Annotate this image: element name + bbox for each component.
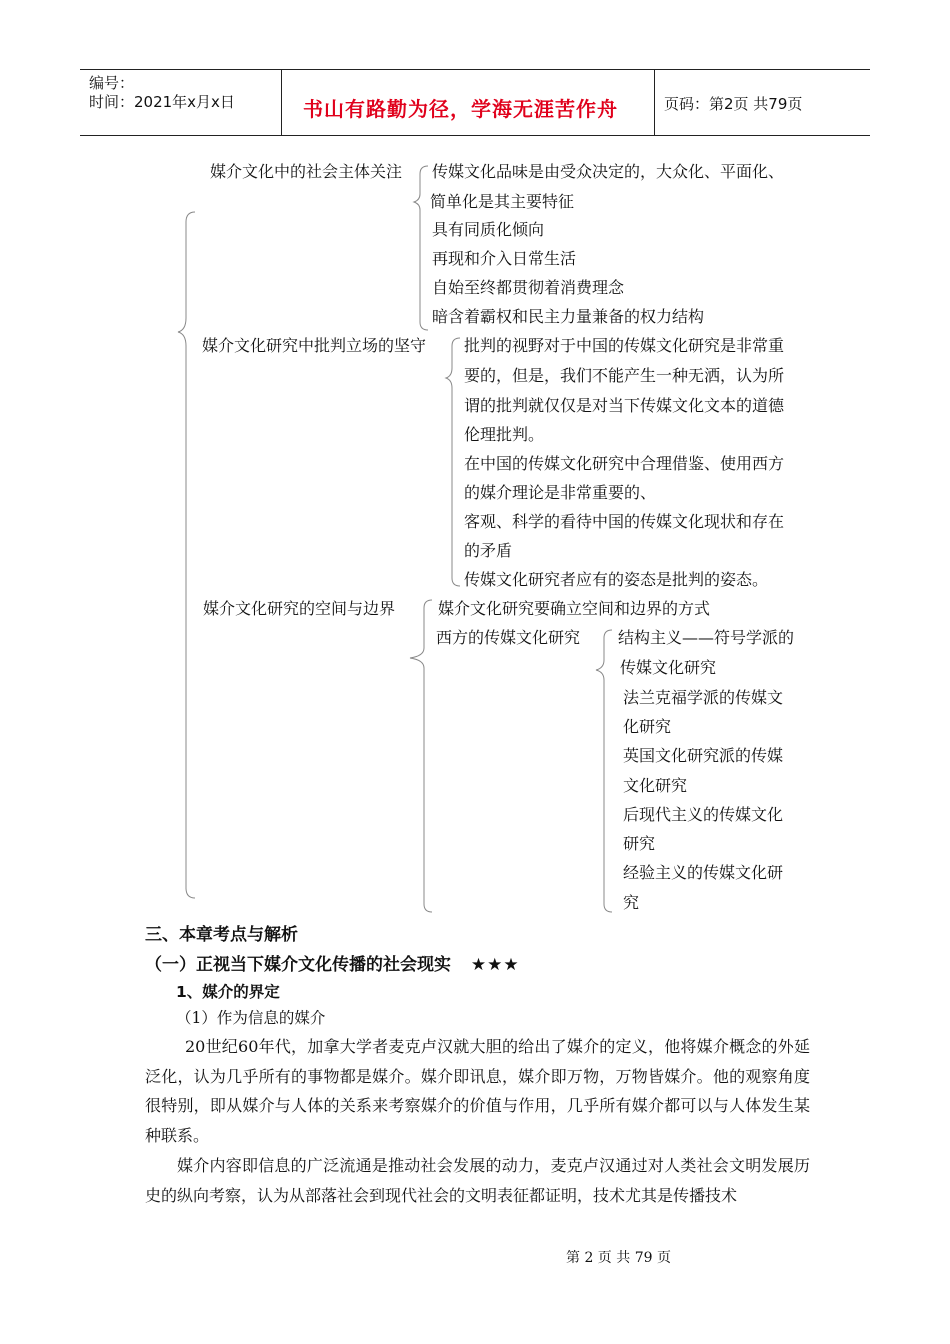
branch1-item: 暗含着霸权和民主力量兼备的权力结构 [432,307,705,326]
branch1-item: 自始至终都贯彻着消费理念 [432,278,625,297]
brace-branch2 [446,338,460,586]
branch3-sub-item: 究 [623,893,640,912]
page-footer: 第 2 页 共 79 页 [566,1250,671,1266]
branch3-sub-item: 英国文化研究派的传媒 [623,746,784,765]
branch2-item: 的媒介理论是非常重要的、 [464,483,657,502]
branch2-title: 媒介文化研究中批判立场的坚守 [202,336,427,355]
brace-branch1 [414,166,428,330]
paragraph-2: 媒介内容即信息的广泛流通是推动社会发展的动力，麦克卢汉通过对人类社会文明发展历史的纵向考察，认为从部落社会到现代社会的文明表征都证明，技术尤其是传播技术 [145,1156,810,1205]
subsection-heading-text: （一）正视当下媒介文化传播的社会现实 [145,955,451,975]
subsection-heading [145,950,520,975]
page-info: 页码：第2页 共79页 [664,95,803,113]
serial-label: 编号： [89,74,135,92]
branch1-item: 再现和介入日常生活 [432,249,577,268]
section-heading: 三、本章考点与解析 [145,925,298,945]
time-label: 时间：2021年x月x日 [89,93,235,111]
branch3-sub-item: 后现代主义的传媒文化 [623,805,784,824]
branch2-item: 的矛盾 [464,541,513,560]
branch2-item: 批判的视野对于中国的传媒文化研究是非常重 [464,336,785,355]
branch3-sub-item: 结构主义——符号学派的 [618,628,795,647]
branch3-sub-item: 传媒文化研究 [620,658,717,677]
heading-1-1: （1）作为信息的媒介 [176,1009,326,1027]
branch3-sub-item: 文化研究 [623,776,688,795]
branch3-sub-item: 法兰克福学派的传媒文 [623,688,784,707]
brace-sub [596,630,612,912]
paragraph-1: 20世纪60年代，加拿大学者麦克卢汉就大胆的给出了媒介的定义，他将媒介概念的外延泛化，认为几乎所有的事物都是媒介。媒介即讯息，媒介即万物，万物皆媒介。他的观察角度很特别，即从媒介与人体的关系来考察媒介的价值与作用，几乎所有媒介都可以与人体发生某种联系。 [145,1037,810,1145]
branch1-title: 媒介文化中的社会主体关注 [210,162,403,181]
branch2-item: 要的，但是，我们不能产生一种无洒，认为所 [464,366,785,385]
branch2-item: 伦理批判。 [464,425,545,444]
branch1-item: 简单化是其主要特征 [430,192,575,211]
branch3-sub-item: 化研究 [623,717,672,736]
branch3-item: 媒介文化研究要确立空间和边界的方式 [438,599,711,618]
branch3-sub-item: 研究 [623,834,656,853]
branch2-item: 谓的批判就仅仅是对当下传媒文化文本的道德 [464,396,785,415]
branch2-item: 在中国的传媒文化研究中合理借鉴、使用西方 [464,454,785,473]
branch3-item: 西方的传媒文化研究 [436,628,581,647]
branch1-item: 传媒文化品味是由受众决定的，大众化、平面化、 [432,162,785,181]
branch3-sub-item: 经验主义的传媒文化研 [623,863,784,882]
header-motto: 书山有路勤为径，学海无涯苦作舟 [303,97,618,121]
star-rating: ★★★ [470,955,520,975]
branch2-item: 客观、科学的看待中国的传媒文化现状和存在 [464,512,785,531]
outer-brace [178,212,195,898]
branch3-title: 媒介文化研究的空间与边界 [203,599,396,618]
heading-1: 1、媒介的界定 [176,983,280,1001]
branch1-item: 具有同质化倾向 [432,220,545,239]
brace-branch3 [410,600,432,912]
branch2-item: 传媒文化研究者应有的姿态是批判的姿态。 [464,570,769,589]
